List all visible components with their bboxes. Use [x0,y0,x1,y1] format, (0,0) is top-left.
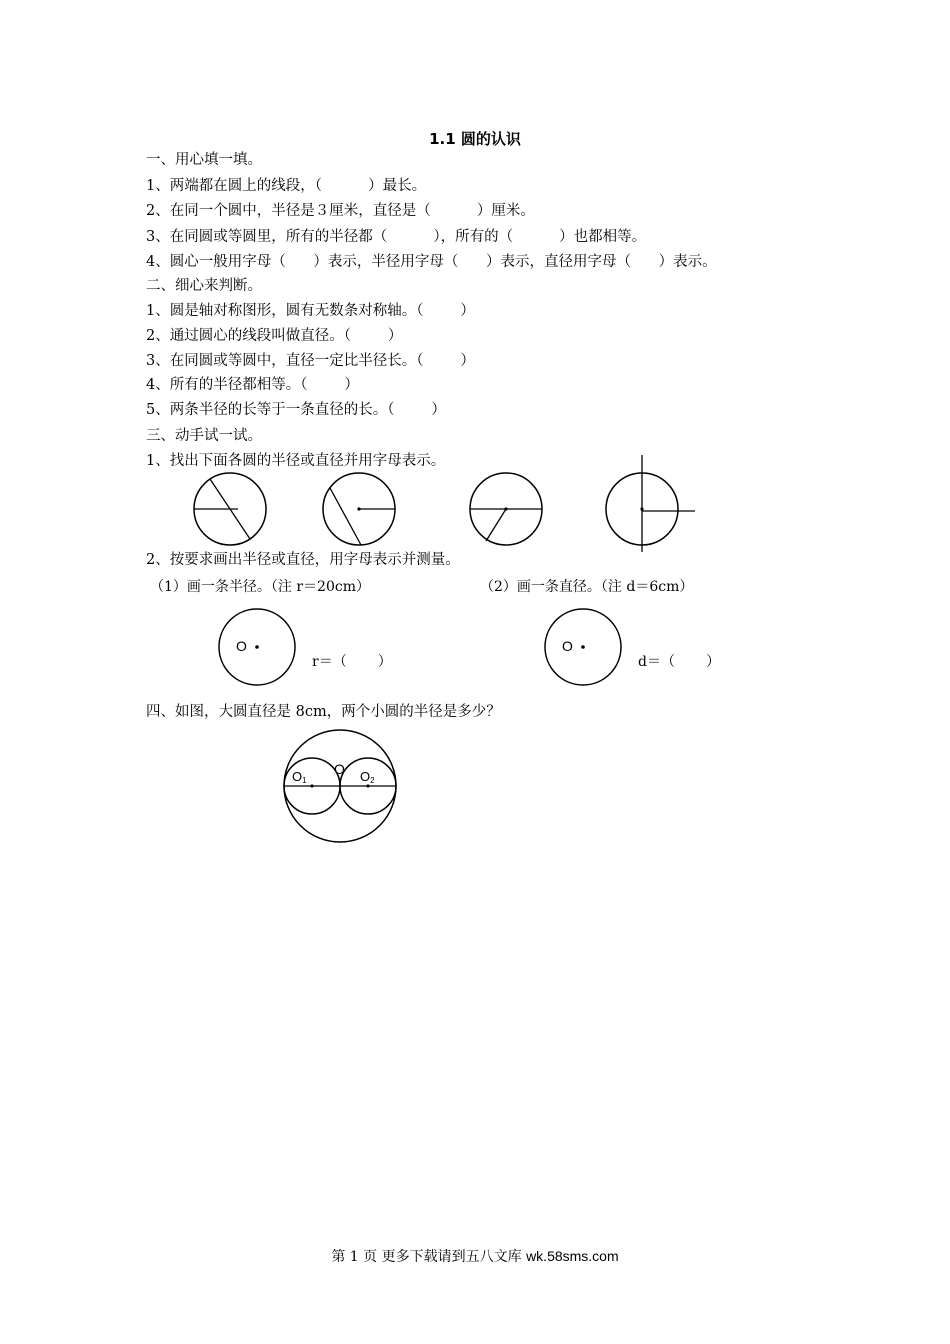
task-sub-2: （2）画一条直径。（注 d＝6cm） [480,579,694,595]
circles-figure-row [180,440,720,560]
center-point [255,645,259,649]
judge-question-3: 3、在同圆或等圆中，直径一定比半径长。（ ） [146,353,475,369]
task-sub-1: （1）画一条半径。（注 r＝20cm） [150,579,370,595]
center-point [581,645,585,649]
task-question-2: 2、按要求画出半径或直径，用字母表示并测量。 [146,552,460,568]
fill-question-1: 1、两端都在圆上的线段，（ ）最长。 [146,178,427,194]
section2-heading: 二、细心来判断。 [146,278,262,294]
center-label-o: O [236,638,247,654]
footer-site: wk.58sms.com [526,1248,619,1264]
page-title: 1.1 圆的认识 [429,130,521,148]
judge-question-1: 1、圆是轴对称图形，圆有无数条对称轴。（ ） [146,303,475,319]
label-o: O [334,761,345,777]
label-o1: O1 [292,769,307,785]
task-question-1: 1、找出下面各圆的半径或直径并用字母表示。 [146,453,446,469]
circle-figure-4 [606,455,695,552]
judge-question-2: 2、通过圆心的线段叫做直径。（ ） [146,328,403,344]
section3-heading: 三、动手试一试。 [146,428,262,444]
circle-figure-3 [470,473,542,545]
center-label-o: O [562,638,573,654]
circle-figure-2 [323,473,395,545]
radius-answer-blank: r＝（ ） [312,654,392,670]
nested-circles-figure [280,725,405,850]
footer-text: 第 1 页 更多下载请到五八文库 [331,1249,527,1265]
judge-question-4: 4、所有的半径都相等。（ ） [146,377,359,393]
draw-radius-circle [215,605,300,690]
diameter-answer-blank: d＝（ ） [638,654,721,670]
section1-heading: 一、用心填一填。 [146,152,262,168]
judge-question-5: 5、两条半径的长等于一条直径的长。（ ） [146,402,446,418]
fill-question-3: 3、在同圆或等圆里，所有的半径都（ ），所有的（ ）也都相等。 [146,229,647,245]
fill-question-2: 2、在同一个圆中，半径是３厘米，直径是（ ）厘米。 [146,203,535,219]
circle-figure-1 [194,473,266,545]
draw-diameter-circle [542,605,627,690]
page-footer [0,1246,950,1266]
label-o2: O2 [360,769,375,785]
fill-question-4: 4、圆心一般用字母（ ）表示，半径用字母（ ）表示，直径用字母（ ）表示。 [146,254,717,270]
section4-question: 四、如图，大圆直径是 8cm，两个小圆的半径是多少？ [146,704,501,720]
